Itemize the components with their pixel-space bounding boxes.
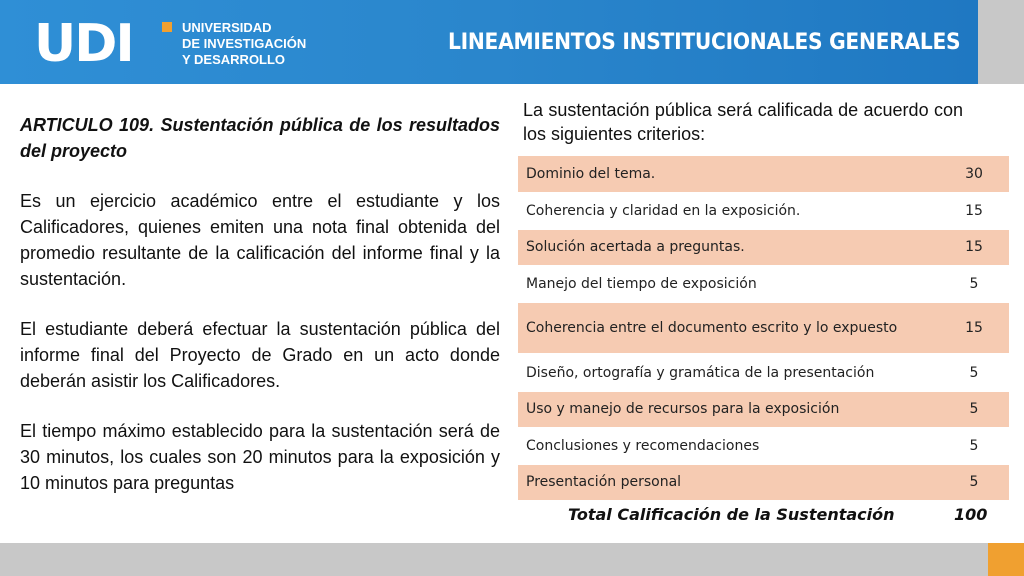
footer-bar xyxy=(0,543,988,576)
criterion-score: 5 xyxy=(939,428,1009,465)
logo-accent-square xyxy=(162,22,172,32)
criterion-label: Solución acertada a preguntas. xyxy=(518,229,939,266)
criterion-label: Dominio del tema. xyxy=(518,156,939,193)
logo-text xyxy=(182,20,342,68)
paragraph-3: El tiempo máximo establecido para la sustentación será de 30 minutos, los cuales son 20 minutos para la exposición y 10 minutos para preguntas xyxy=(20,421,500,493)
criterion-score: 30 xyxy=(939,156,1009,193)
paragraph-2: El estudiante deberá efectuar la sustentación pública del informe final del Proyecto de Grado en un acto donde deberán asistir los Calificadores. xyxy=(20,319,500,391)
header-side-strip xyxy=(978,0,1024,84)
table-row xyxy=(518,391,1009,428)
paragraph-1: Es un ejercicio académico entre el estudiante y los Calificadores, quienes emiten una nota final obtenida del promedio resultante de la calificación del informe final y la sustentación. xyxy=(20,191,500,289)
criterion-score: 5 xyxy=(939,391,1009,428)
table-row xyxy=(518,193,1009,230)
criteria-intro: La sustentación pública será calificada de acuerdo con los siguientes criterios: xyxy=(523,100,963,144)
table-row xyxy=(518,156,1009,193)
criterion-label: Coherencia y claridad en la exposición. xyxy=(518,193,939,230)
criterion-label: Manejo del tiempo de exposición xyxy=(518,266,939,303)
criterion-label: Uso y manejo de recursos para la exposición xyxy=(518,391,939,428)
criterion-score: 5 xyxy=(939,354,1009,391)
criteria-table xyxy=(518,156,1009,502)
logo-line-2: DE INVESTIGACIÓN xyxy=(182,36,307,51)
logo-line-1: UNIVERSIDAD xyxy=(182,20,272,35)
logo-line-3: Y DESARROLLO xyxy=(182,52,286,67)
header-bar xyxy=(0,0,978,84)
criterion-label: Diseño, ortografía y gramática de la presentación xyxy=(518,354,939,391)
total-value: 100 xyxy=(954,505,988,524)
criterion-label: Presentación personal xyxy=(518,464,939,501)
criterion-label: Conclusiones y recomendaciones xyxy=(518,428,939,465)
table-row xyxy=(518,266,1009,303)
article-text-column xyxy=(20,112,500,496)
page-title: LINEAMIENTOS INSTITUCIONALES GENERALES xyxy=(448,30,961,55)
footer-accent-square xyxy=(988,543,1024,576)
table-row xyxy=(518,229,1009,266)
logo-mark: UDI xyxy=(34,14,133,74)
criterion-score: 15 xyxy=(939,193,1009,230)
table-row xyxy=(518,428,1009,465)
total-row xyxy=(518,503,1009,529)
criterion-score: 5 xyxy=(939,464,1009,501)
criterion-score: 5 xyxy=(939,266,1009,303)
criterion-score: 15 xyxy=(939,229,1009,266)
criterion-score: 15 xyxy=(939,302,1009,354)
table-row xyxy=(518,464,1009,501)
table-row xyxy=(518,354,1009,391)
criterion-label: Coherencia entre el documento escrito y lo expuesto xyxy=(518,302,939,354)
table-row xyxy=(518,302,1009,354)
article-heading: ARTICULO 109. Sustentación pública de los resultados del proyecto xyxy=(20,115,500,161)
total-label: Total Calificación de la Sustentación xyxy=(568,505,895,524)
